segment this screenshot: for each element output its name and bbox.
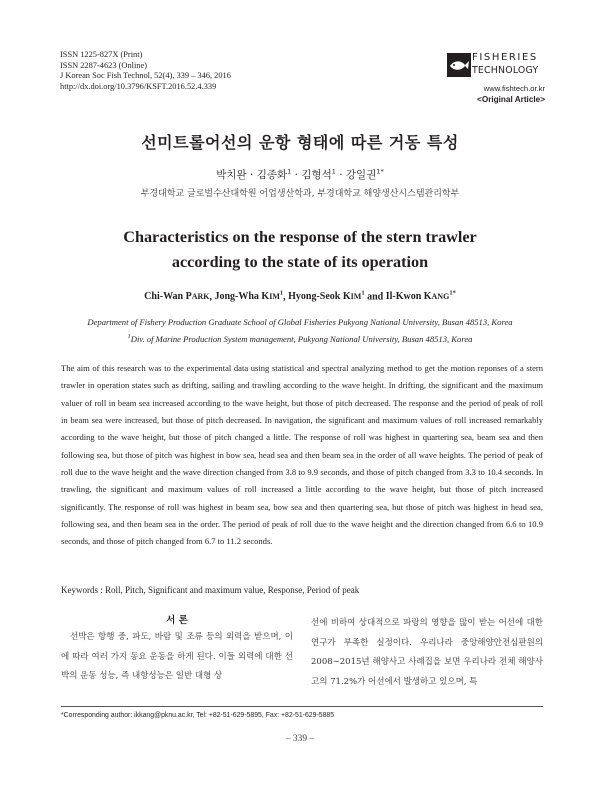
keywords: Keywords : Roll, Pitch, Significant and maximum value, Response, Period of peak xyxy=(61,585,360,595)
author-en-1 xyxy=(144,291,209,302)
doi-link[interactable]: http://dx.doi.org/10.3796/KSFT.2016.52.4.339 xyxy=(60,81,217,91)
footnote-divider xyxy=(61,706,543,707)
intro-year-range: 2008∼2015 xyxy=(311,657,362,667)
affiliation-text: Div. of Marine Production System management, Pukyong National University, Busan 48513, Korea xyxy=(130,333,473,344)
intro-text: 년 해양사고 사례집을 보면 우리나라 전체 해양사고의 xyxy=(311,657,543,687)
authors-korean xyxy=(0,167,600,182)
title-english xyxy=(0,225,600,275)
author-last-rest: IM xyxy=(350,292,362,302)
author-last-initial: K xyxy=(423,291,432,303)
author-mark: 1 xyxy=(361,290,365,297)
intro-column-right xyxy=(311,614,543,692)
title-english-line2: according to the state of its operation xyxy=(171,253,429,271)
author-en-3 xyxy=(288,291,364,302)
author-en-4 xyxy=(386,291,456,302)
section-heading-intro: 서 론 xyxy=(166,615,188,626)
author-last-initial: K xyxy=(261,291,270,303)
journal-metadata xyxy=(60,50,231,92)
author-last-initial: P xyxy=(185,291,192,303)
author-first-name: Jong-Wha xyxy=(214,291,262,303)
intro-text: 선에 비하여 상대적으로 파랑의 영향을 많이 받는 어선에 대한 연구가 부족한 실정이다. 우리나라 중앙해양안전심판원의 xyxy=(311,618,543,648)
journal-citation: J Korean Soc Fish Technol, 52(4), 339 – 346, 2016 xyxy=(60,71,231,80)
author-first-name: Hyong-Seok xyxy=(288,291,343,303)
author-separator: · xyxy=(291,169,302,181)
authors-english xyxy=(0,290,600,302)
intro-paragraph-right xyxy=(311,614,543,692)
journal-logo xyxy=(447,50,545,110)
title-korean: 선미트롤어선의 운항 형태에 따른 거동 특성 xyxy=(141,133,459,152)
author-and: and xyxy=(364,291,386,303)
author-kr-4: 강일권 xyxy=(345,169,377,181)
logo-line1: FISHERIES xyxy=(472,52,538,63)
author-last-initial: K xyxy=(342,291,351,303)
author-mark: 1* xyxy=(449,290,456,297)
author-last-rest: ANG xyxy=(431,292,450,302)
author-mark: 1 xyxy=(287,167,292,176)
issn-online: ISSN 2287-4623 (Online) xyxy=(60,60,148,70)
author-mark: 1 xyxy=(331,167,336,176)
affiliation-english-2 xyxy=(0,333,600,344)
author-separator: · xyxy=(246,169,257,181)
author-mark: 1 xyxy=(279,290,284,297)
intro-paragraph-left: 선박은 항행 중, 파도, 바람 및 조류 등의 외력을 받으며, 이에 따라 여러 가지 동요 운동을 하게 된다. 이들 외력에 대한 선박의 운동 성능, 즉 내항성능은 일반 대형 상 xyxy=(61,632,293,681)
author-kr-3: 김형석 xyxy=(301,169,332,181)
affiliation-english-1: Department of Fishery Production Graduate School of Global Fisheries Pukyong National University, Busan 48513, Korea xyxy=(87,317,513,327)
author-comma: , xyxy=(209,291,215,303)
issn-print: ISSN 1225-827X (Print) xyxy=(60,50,143,59)
affiliation-korean: 부경대학교 글로벌수산대학원 어업생산학과, 부경대학교 해양생산시스템관리학부 xyxy=(140,189,460,199)
page-number: – 339 – xyxy=(285,734,315,744)
intro-column-left xyxy=(61,614,293,687)
intro-text: 가 어선에서 발생하고 있으며, 특 xyxy=(357,676,478,687)
corresponding-author-footnote: *Corresponding author: ikkang@pknu.ac.kr, Tel: +82-51-629-5895, Fax: +82-51-629-5885 xyxy=(61,712,335,719)
author-kr-1: 박치완 xyxy=(216,169,247,181)
author-comma: , xyxy=(283,291,289,303)
logo-line2: TECHNOLOGY xyxy=(472,65,539,76)
author-first-name: Il-Kwon xyxy=(385,291,424,303)
article-type: <Original Article> xyxy=(477,95,545,104)
author-kr-2: 김종화 xyxy=(256,169,288,181)
fish-logo-icon xyxy=(447,53,471,77)
intro-percent: 71.2% xyxy=(330,676,358,687)
author-first-name: Chi-Wan xyxy=(144,291,186,303)
affiliation-mark: 1 xyxy=(127,333,131,340)
abstract: The aim of this research was to the experimental data using statistical and spectral analyzing method to get the motion reponses of a stern trawler in operation states such as drifting, sailing and trawling according to the wave height. In drifting, the significant and the maximum valuer of roll in beam sea increased according to the wave height, but those of pitch decreased. The response and the period of peak of roll in beam sea were increased, but those of pitch decreased. In navigation, the significant and maximum values of roll increased remarkably according to the wave height, but those of pitch changed a little. The response of roll was highest in quartering sea, beam sea and then following sea, but those of pitch was highest in bow sea, head sea and then beam sea in the order of all wave heights. The period of peak of roll due to the wave height and the wave direction changed from 3.8 to 9.9 seconds, and those of pitch changed from 3.3 to 10.4 seconds. In trawling, the significant and maximum values of roll increased a little according to the wave height, but those of pitch increased significantly. The response of roll was highest in beam sea, bow sea and then quartering sea, but those of pitch was highest in head sea, following sea, and then beam sea in the order. The period of peak of roll due to the wave height and the direction changed from 6.6 to 10.9 seconds, and those of pitch changed from 6.7 to 11.2 seconds. xyxy=(61,363,543,547)
author-en-2 xyxy=(214,291,283,302)
author-last-rest: ARK xyxy=(191,292,210,302)
journal-url[interactable]: www.fishtech.or.kr xyxy=(483,84,545,93)
title-english-line1: Characteristics on the response of the stern trawler xyxy=(123,228,477,246)
author-mark: 1* xyxy=(376,167,384,176)
author-last-rest: IM xyxy=(269,292,280,302)
author-separator: · xyxy=(335,169,346,181)
